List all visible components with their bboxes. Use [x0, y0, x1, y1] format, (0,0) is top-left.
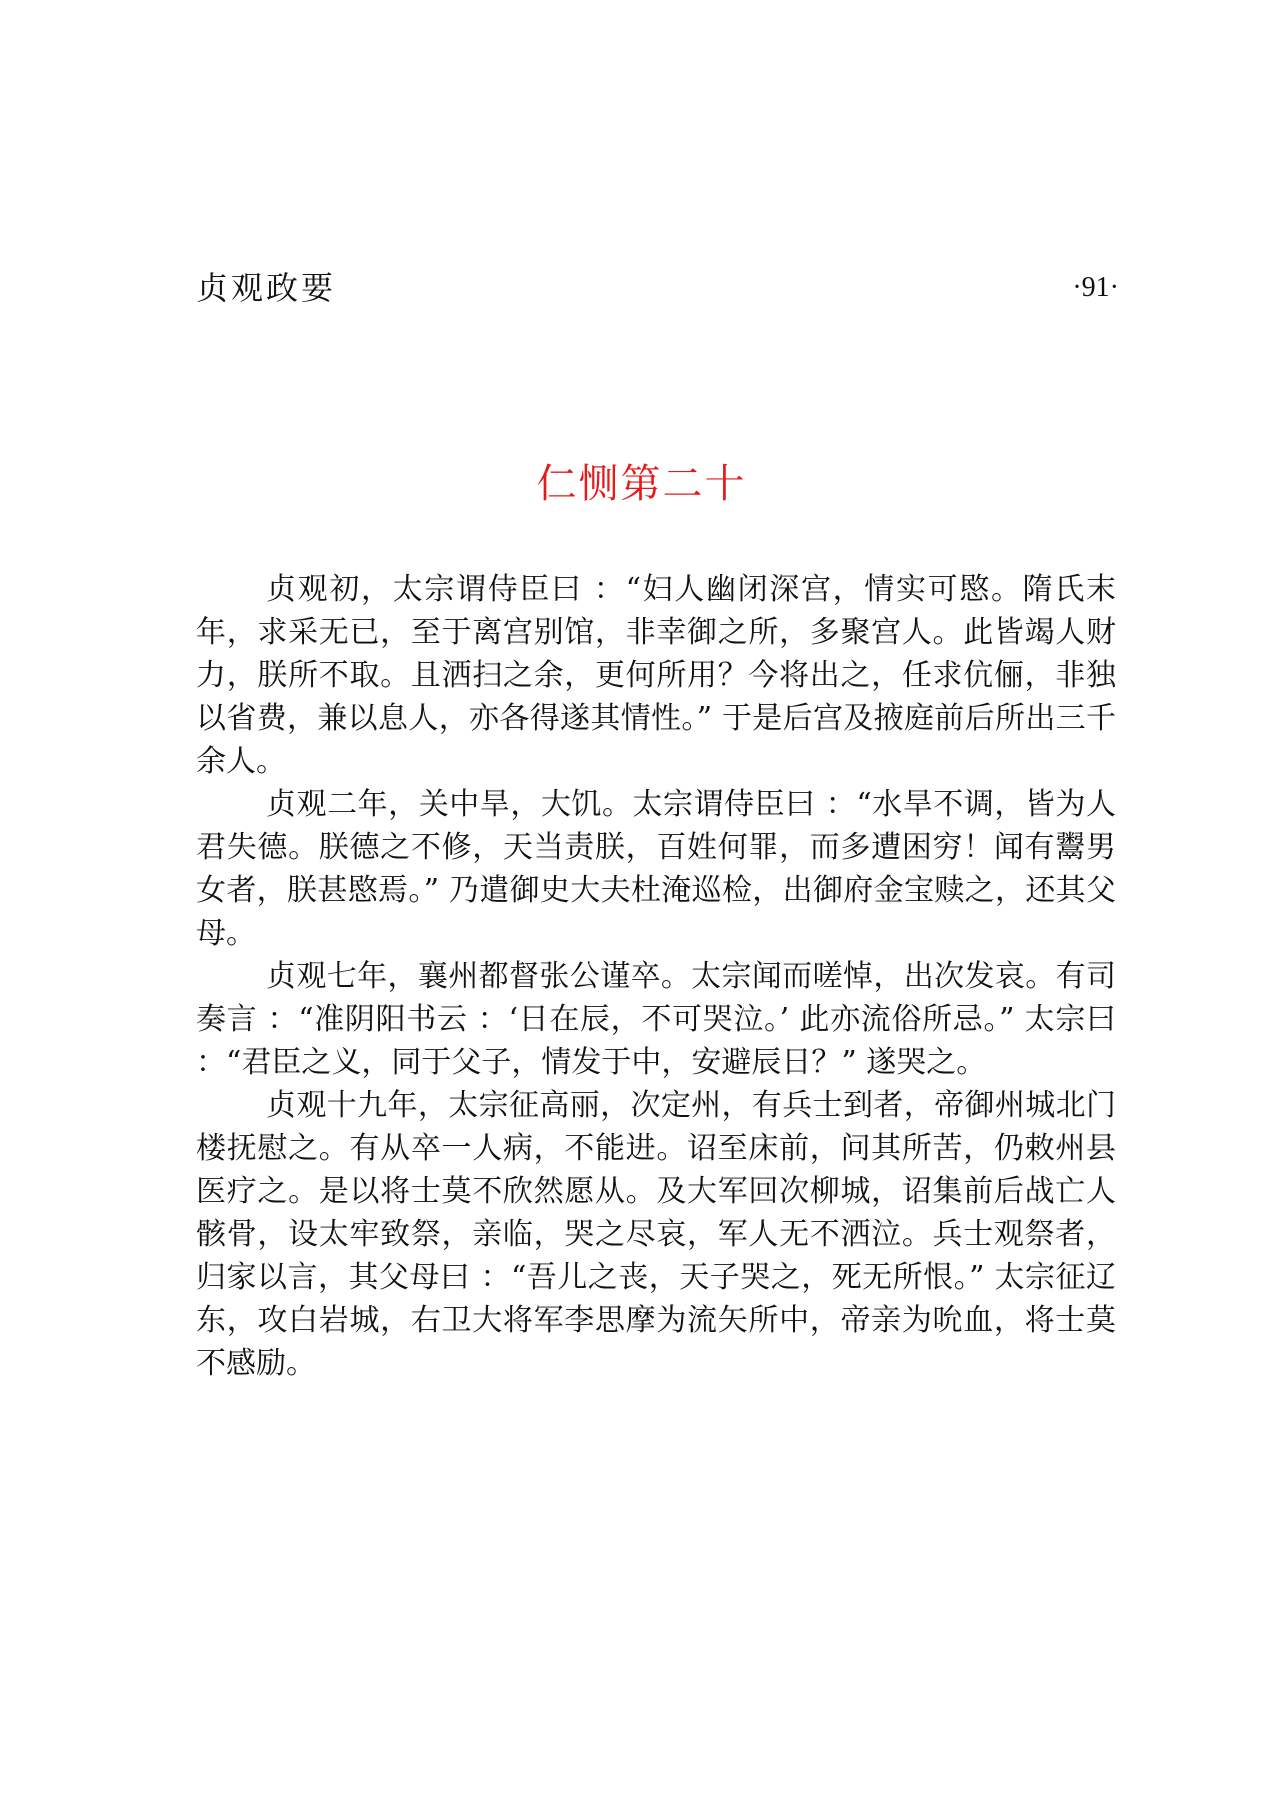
body-text	[196, 568, 1116, 1385]
paragraph-1: 贞观初，太宗谓侍臣曰 ：“妇人幽闭深宫，情实可愍。隋氏末年，求采无已，至于离宫别馆，非幸御之所，多聚宫人。此皆竭人财力，朕所不取。且洒扫之余，更何所用？今将出之，任求伉俪，非独以省费，兼以息人，亦各得遂其情性。” 于是后宫及掖庭前后所出三千余人。	[196, 572, 1116, 779]
paragraph-4: 贞观十九年，太宗征高丽，次定州，有兵士到者，帝御州城北门楼抚慰之。有从卒一人病，不能进。诏至床前，问其所苦，仍敕州县医疗之。是以将士莫不欣然愿从。及大军回次柳城，诏集前后战亡人骸骨，设太牢致祭，亲临，哭之尽哀，军人无不洒泣。兵士观祭者，归家以言，其父母曰 ：“吾儿之丧，天子哭之，死无所恨。” 太宗征辽东，攻白岩城，右卫大将军李思摩为流矢所中，帝亲为吮血，将士莫不感励。	[196, 1088, 1116, 1381]
paragraph-2: 贞观二年，关中旱，大饥。太宗谓侍臣曰 ：“水旱不调，皆为人君失德。朕德之不修，天当责朕，百姓何罪，而多遭困穷！闻有鬻男女者，朕甚愍焉。” 乃遣御史大夫杜淹巡检，出御府金宝赎之，还其父母。	[196, 787, 1116, 951]
book-title: 贞观政要	[196, 269, 337, 307]
running-header	[196, 268, 1119, 308]
chapter-title: 仁恻第二十	[536, 461, 747, 507]
paragraph-3: 贞观七年，襄州都督张公谨卒。太宗闻而嗟悼，出次发哀。有司奏言 ：“准阴阳书云 ：‘日在辰，不可哭泣。’ 此亦流俗所忌。” 太宗曰 ：“君臣之义，同于父子，情发于中，安避辰日？” 遂哭之。	[196, 959, 1116, 1080]
page-number: ·91·	[1072, 272, 1119, 303]
